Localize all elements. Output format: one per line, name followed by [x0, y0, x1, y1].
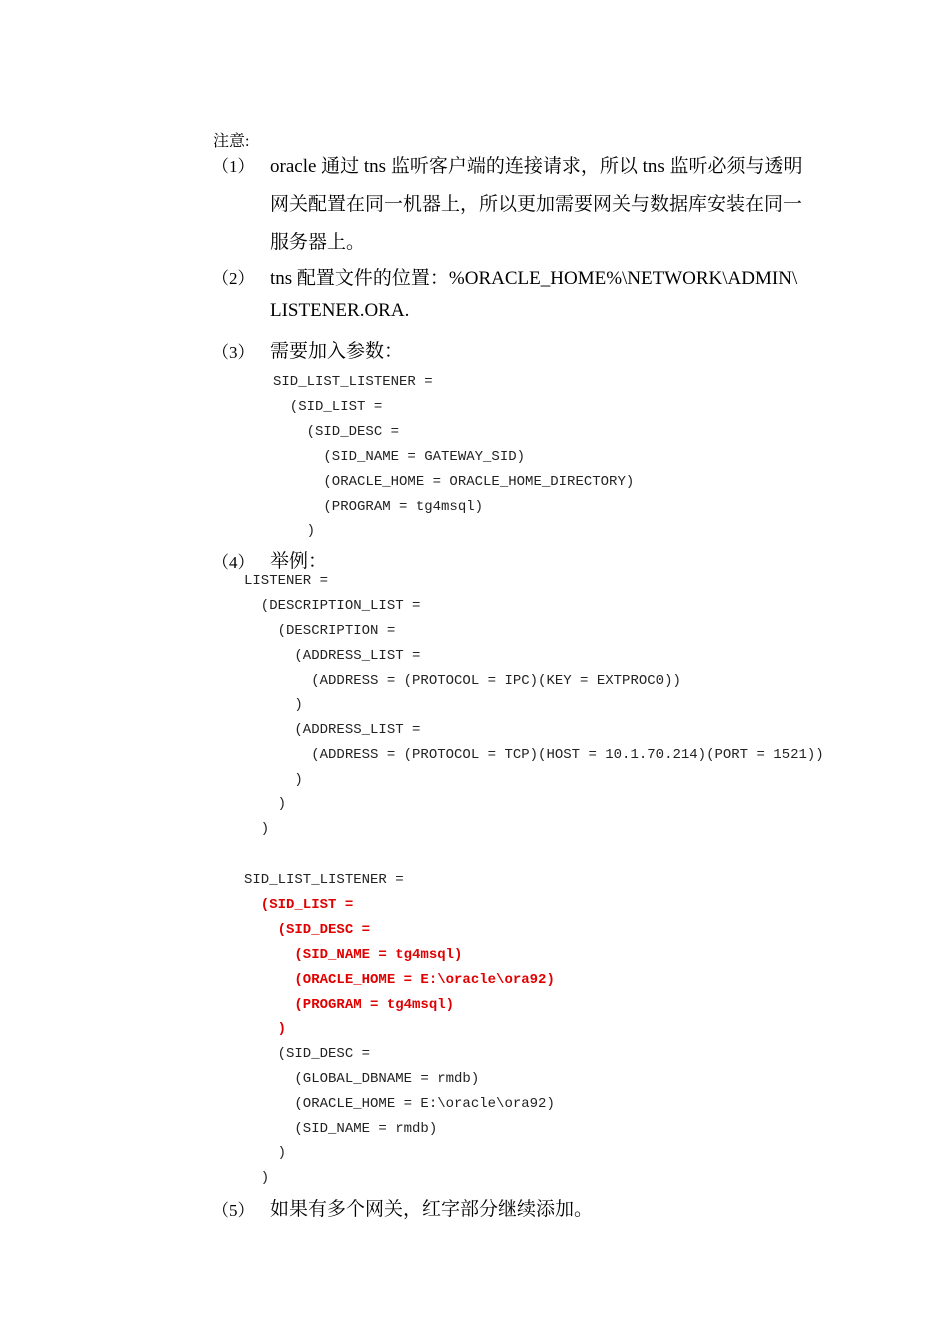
code-line: ): [244, 1170, 270, 1186]
code-line-highlight: (SID_NAME = tg4msql): [244, 947, 463, 963]
code-line: (ADDRESS_LIST =: [244, 648, 421, 664]
item-text-line: 服务器上。: [270, 232, 366, 253]
item-number: （5）: [212, 1201, 255, 1220]
code-line: LISTENER =: [244, 573, 329, 589]
code-line-highlight: ): [244, 1021, 287, 1037]
code-line: ): [244, 821, 270, 837]
code-line: ): [244, 697, 303, 713]
code-line-highlight: (ORACLE_HOME = E:\oracle\ora92): [244, 972, 555, 988]
note-label: 注意:: [213, 133, 250, 150]
code-line: (DESCRIPTION_LIST =: [244, 598, 421, 614]
code-line: (ORACLE_HOME = ORACLE_HOME_DIRECTORY): [273, 474, 635, 490]
code-line-highlight: (SID_LIST =: [244, 897, 354, 913]
code-line: SID_LIST_LISTENER =: [244, 872, 404, 888]
code-line: (DESCRIPTION =: [244, 623, 396, 639]
item-number: （1）: [212, 157, 255, 176]
code-line: (ADDRESS = (PROTOCOL = IPC)(KEY = EXTPROC0)): [244, 673, 681, 689]
code-line: (ORACLE_HOME = E:\oracle\ora92): [244, 1096, 555, 1112]
item-number: （2）: [212, 269, 255, 288]
item-number: （3）: [212, 343, 255, 362]
code-line-highlight: (PROGRAM = tg4msql): [244, 997, 455, 1013]
code-line: (SID_DESC =: [273, 424, 400, 440]
code-line: ): [273, 523, 316, 539]
item-text-line: 举例：: [270, 551, 328, 572]
code-line: ): [244, 772, 303, 788]
code-line: ): [244, 1145, 287, 1161]
item-number: （4）: [212, 553, 255, 572]
code-line: (PROGRAM = tg4msql): [273, 499, 484, 515]
code-line: (SID_DESC =: [244, 1046, 371, 1062]
code-line: (ADDRESS = (PROTOCOL = TCP)(HOST = 10.1.70.214)(PORT = 1521)): [244, 747, 824, 763]
item-text-line: 如果有多个网关，红字部分继续添加。: [270, 1199, 594, 1220]
item-text-line: 需要加入参数：: [270, 341, 404, 362]
code-line: SID_LIST_LISTENER =: [273, 374, 433, 390]
code-line: ): [244, 796, 287, 812]
code-line-highlight: (SID_DESC =: [244, 922, 371, 938]
item-text-line: oracle 通过 tns 监听客户端的连接请求，所以 tns 监听必须与透明: [270, 156, 803, 177]
code-line: (SID_NAME = GATEWAY_SID): [273, 449, 526, 465]
code-line: (GLOBAL_DBNAME = rmdb): [244, 1071, 480, 1087]
item-text-line: tns 配置文件的位置：%ORACLE_HOME%\NETWORK\ADMIN\: [270, 268, 798, 289]
item-text-line: LISTENER.ORA.: [270, 300, 410, 321]
code-line: (SID_NAME = rmdb): [244, 1121, 438, 1137]
code-line: (ADDRESS_LIST =: [244, 722, 421, 738]
item-text-line: 网关配置在同一机器上，所以更加需要网关与数据库安装在同一: [270, 194, 803, 215]
code-line: (SID_LIST =: [273, 399, 383, 415]
